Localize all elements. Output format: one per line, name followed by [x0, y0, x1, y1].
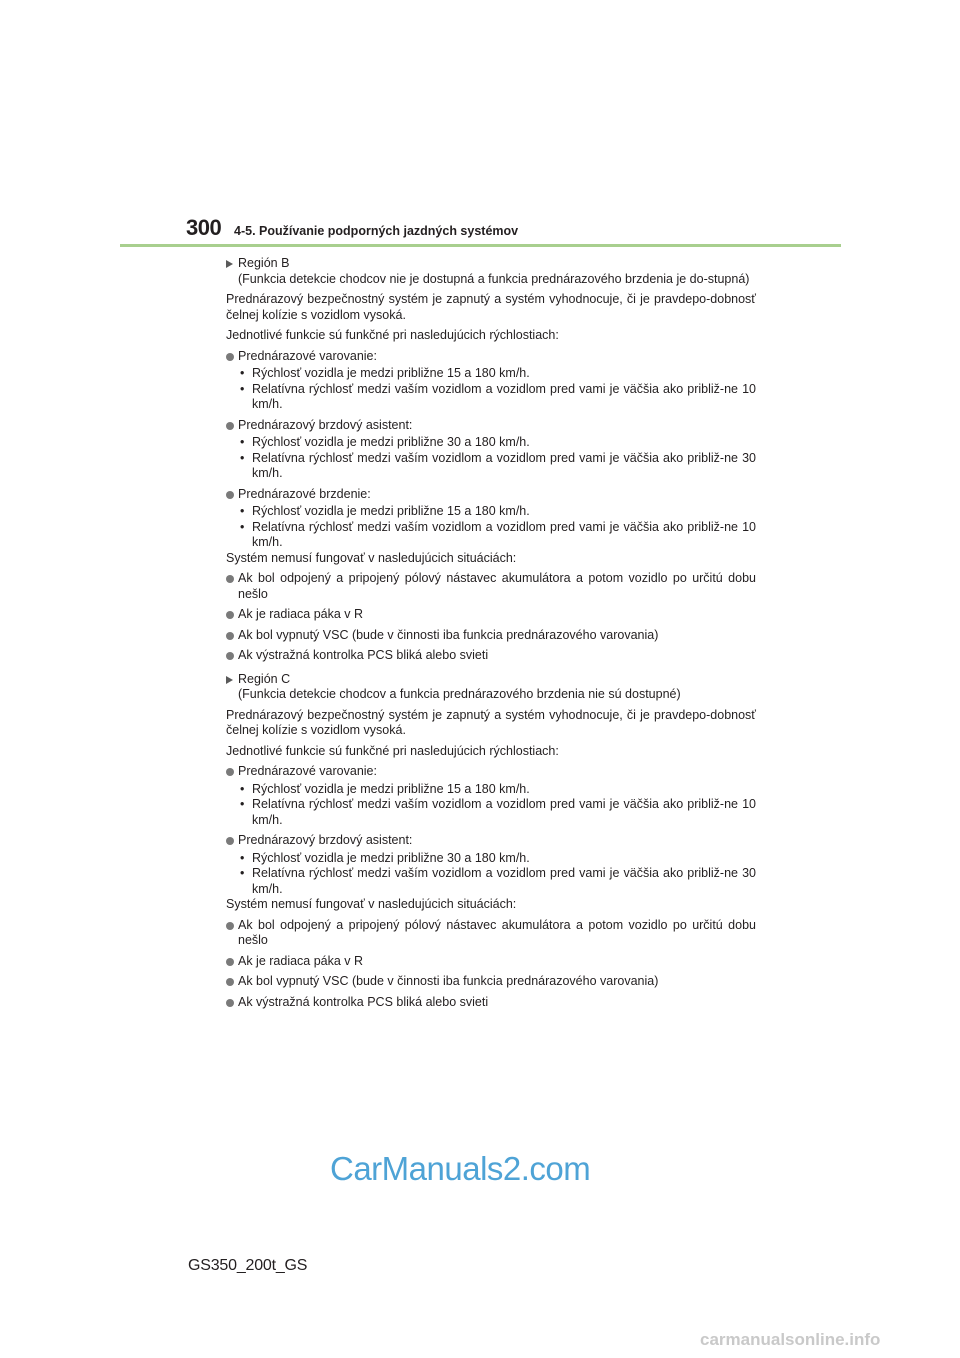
- sub-item-text: Relatívna rýchlosť medzi vaším vozidlom a vozidlom pred vami je väčšia ako približ-ne 30 km/h.: [252, 866, 756, 896]
- bullet-dot-icon: [226, 768, 234, 776]
- region-c-intro: Prednárazový bezpečnostný systém je zapnutý a systém vyhodnocuje, či je pravdepo-dobnosť čelnej kolízie s vozidlom vysoká.: [226, 707, 756, 737]
- list-item: [226, 648, 756, 664]
- sub-marker: •: [240, 366, 245, 380]
- sub-item: [226, 851, 756, 867]
- watermark-logo[interactable]: CarManuals2.com: [330, 1150, 591, 1187]
- triangle-marker-icon: [226, 676, 233, 684]
- bullet-dot-icon: [226, 958, 234, 966]
- footer-model-code: GS350_200t_GS: [188, 1257, 308, 1274]
- condition-text: Ak bol vypnutý VSC (bude v činnosti iba funkcia prednárazového varovania): [238, 974, 659, 988]
- sub-item: [226, 366, 756, 382]
- sub-item-text: Relatívna rýchlosť medzi vaším vozidlom a vozidlom pred vami je väčšia ako približ-ne 10 km/h.: [252, 797, 756, 827]
- region-c-heading: [226, 672, 756, 703]
- sub-list: [226, 782, 756, 829]
- feature-title: Prednárazový brzdový asistent:: [238, 417, 413, 432]
- feature-title: Prednárazové varovanie:: [238, 764, 377, 778]
- sub-marker: •: [240, 504, 245, 518]
- sub-marker: •: [240, 797, 245, 811]
- sub-list: [226, 851, 756, 898]
- sub-list: [226, 366, 756, 413]
- condition-text: Ak výstražná kontrolka PCS bliká alebo svieti: [238, 994, 489, 1009]
- list-item: [226, 954, 756, 970]
- list-item: [226, 571, 756, 602]
- sub-item: [226, 451, 756, 482]
- feature-title: Prednárazové brzdenie:: [238, 486, 371, 501]
- bullet-dot-icon: [226, 575, 234, 583]
- list-item: [226, 995, 756, 1011]
- feature-title: Prednárazové varovanie:: [238, 348, 377, 363]
- page-number: 300: [186, 215, 222, 240]
- sub-marker: •: [240, 519, 245, 534]
- sub-marker: •: [240, 850, 245, 865]
- condition-text: Ak bol vypnutý VSC (bude v činnosti iba funkcia prednárazového varovania): [238, 627, 659, 642]
- sub-item: [226, 382, 756, 413]
- condition-text: Ak je radiaca páka v R: [238, 953, 364, 968]
- bullet-dot-icon: [226, 611, 234, 619]
- region-b-intro: Prednárazový bezpečnostný systém je zapnutý a systém vyhodnocuje, či je pravdepo-dobnosť čelnej kolízie s vozidlom vysoká.: [226, 292, 756, 322]
- bullet-dot-icon: [226, 422, 234, 430]
- sub-item-text: Relatívna rýchlosť medzi vaším vozidlom a vozidlom pred vami je väčšia ako približ-ne 10 km/h.: [252, 519, 756, 549]
- bullet-dot-icon: [226, 632, 234, 640]
- list-item: [226, 974, 756, 990]
- list-item: [226, 607, 756, 623]
- region-b-speeds-intro: Jednotlivé funkcie sú funkčné pri nasledujúcich rýchlostiach:: [226, 328, 559, 342]
- sub-item-text: Rýchlosť vozidla je medzi približne 15 a 180 km/h.: [252, 504, 530, 518]
- bullet-dot-icon: [226, 652, 234, 660]
- region-b-heading: [226, 256, 756, 287]
- main-content: [226, 256, 756, 1015]
- sub-item-text: Rýchlosť vozidla je medzi približne 15 a 180 km/h.: [252, 781, 530, 796]
- site-watermark: carmanualsonline.info: [700, 1330, 881, 1349]
- region-c-speeds-intro: Jednotlivé funkcie sú funkčné pri nasledujúcich rýchlostiach:: [226, 743, 559, 758]
- sub-list: [226, 504, 756, 551]
- list-item: [226, 764, 756, 780]
- header-rule: [120, 244, 841, 247]
- sub-item: [226, 866, 756, 897]
- list-item: [226, 349, 756, 365]
- bullet-dot-icon: [226, 837, 234, 845]
- sub-item: [226, 504, 756, 520]
- list-item: [226, 628, 756, 644]
- bullet-dot-icon: [226, 999, 234, 1007]
- list-item: [226, 833, 756, 849]
- bullet-dot-icon: [226, 491, 234, 499]
- sub-item: [226, 520, 756, 551]
- sub-list: [226, 435, 756, 482]
- section-title: 4-5. Používanie podporných jazdných systémov: [234, 224, 519, 238]
- region-b-title: Región B: [238, 256, 290, 270]
- bullet-dot-icon: [226, 353, 234, 361]
- sub-item-text: Rýchlosť vozidla je medzi približne 15 a 180 km/h.: [252, 366, 530, 380]
- sub-item-text: Relatívna rýchlosť medzi vaším vozidlom a vozidlom pred vami je väčšia ako približ-ne 10 km/h.: [252, 381, 756, 411]
- sub-item-text: Rýchlosť vozidla je medzi približne 30 a 180 km/h.: [252, 435, 530, 449]
- sub-item-text: Relatívna rýchlosť medzi vaším vozidlom a vozidlom pred vami je väčšia ako približ-ne 30 km/h.: [252, 450, 756, 480]
- region-b-not-work-intro: Systém nemusí fungovať v nasledujúcich situáciách:: [226, 550, 517, 565]
- list-item: [226, 418, 756, 434]
- sub-marker: •: [240, 781, 245, 796]
- sub-marker: •: [240, 435, 245, 449]
- sub-marker: •: [240, 866, 245, 880]
- condition-text: Ak je radiaca páka v R: [238, 607, 364, 621]
- sub-item-text: Rýchlosť vozidla je medzi približne 30 a 180 km/h.: [252, 850, 530, 865]
- feature-title: Prednárazový brzdový asistent:: [238, 833, 413, 847]
- condition-text: Ak výstražná kontrolka PCS bliká alebo svieti: [238, 648, 489, 662]
- region-c-not-work-intro: Systém nemusí fungovať v nasledujúcich situáciách:: [226, 897, 517, 911]
- sub-marker: •: [240, 381, 245, 396]
- condition-text: Ak bol odpojený a pripojený pólový nástavec akumulátora a potom vozidlo po určitú dobu nešlo: [238, 571, 756, 601]
- sub-item: [226, 435, 756, 451]
- region-b-note: (Funkcia detekcie chodcov nie je dostupná a funkcia prednárazového brzdenia je do-stupná): [238, 271, 750, 286]
- bullet-dot-icon: [226, 922, 234, 930]
- region-c-title: Región C: [238, 671, 291, 686]
- triangle-marker-icon: [226, 260, 233, 268]
- region-c-note: (Funkcia detekcie chodcov a funkcia prednárazového brzdenia nie sú dostupné): [238, 687, 681, 701]
- list-item: [226, 487, 756, 503]
- bullet-dot-icon: [226, 978, 234, 986]
- sub-marker: •: [240, 450, 245, 465]
- sub-item: [226, 782, 756, 798]
- list-item: [226, 918, 756, 949]
- sub-item: [226, 797, 756, 828]
- condition-text: Ak bol odpojený a pripojený pólový nástavec akumulátora a potom vozidlo po určitú dobu nešlo: [238, 917, 756, 947]
